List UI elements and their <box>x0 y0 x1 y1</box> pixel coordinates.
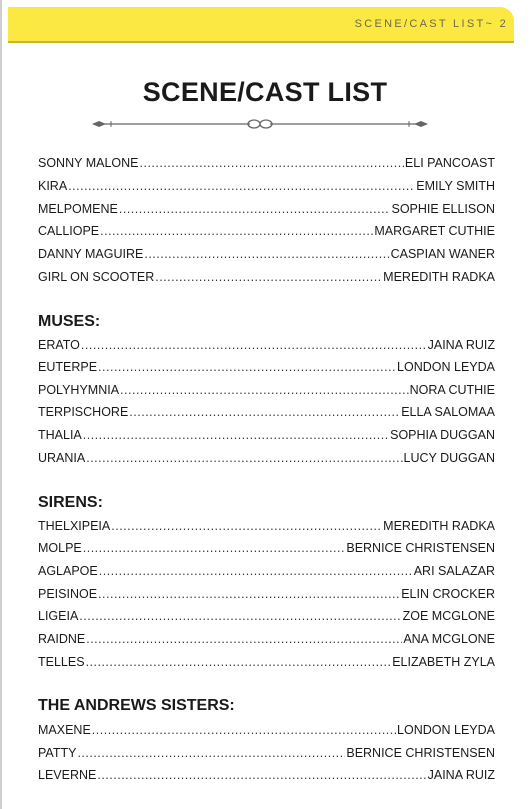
role-name: MOLPE <box>38 541 82 555</box>
dot-leader <box>98 587 400 601</box>
cast-row <box>38 156 495 174</box>
dot-leader <box>83 428 389 442</box>
role-name: MELPOMENE <box>38 202 118 216</box>
running-head: SCENE/CAST LIST~ 2 <box>354 18 508 30</box>
dot-leader <box>92 723 396 737</box>
role-name: TELLES <box>38 655 85 669</box>
actor-name: ARI SALAZAR <box>413 564 495 578</box>
cast-row <box>38 632 495 650</box>
role-name: URANIA <box>38 451 86 465</box>
actor-name: ELIZABETH ZYLA <box>392 655 495 669</box>
actor-name: BERNICE CHRISTENSEN <box>346 746 495 760</box>
ornamental-divider <box>90 116 430 132</box>
dot-leader <box>129 405 400 419</box>
cast-row <box>38 202 495 220</box>
actor-name: ELIN CROCKER <box>401 587 495 601</box>
dot-leader <box>98 360 396 374</box>
cast-row <box>38 338 495 356</box>
actor-name: LONDON LEYDA <box>397 360 495 374</box>
dot-leader <box>99 564 413 578</box>
dot-leader <box>97 768 426 782</box>
cast-row <box>38 451 495 469</box>
dot-leader <box>100 224 373 238</box>
cast-row <box>38 541 495 559</box>
dot-leader <box>86 655 392 669</box>
role-name: LEVERNE <box>38 768 97 782</box>
role-name: AGLAPOE <box>38 564 98 578</box>
actor-name: ANA MCGLONE <box>403 632 495 646</box>
role-name: ERATO <box>38 338 80 352</box>
dot-leader <box>77 746 345 760</box>
role-name: MAXENE <box>38 723 91 737</box>
role-name: LIGEIA <box>38 609 79 623</box>
cast-row <box>38 360 495 378</box>
cast-row <box>38 247 495 265</box>
role-name: TERPISCHORE <box>38 405 129 419</box>
actor-name: JAINA RUIZ <box>427 768 495 782</box>
cast-row <box>38 428 495 446</box>
dot-leader <box>86 451 402 465</box>
section-heading-andrews-sisters: THE ANDREWS SISTERS: <box>38 697 235 714</box>
actor-name: NORA CUTHIE <box>409 383 495 397</box>
actor-name: MARGARET CUTHIE <box>374 224 495 238</box>
actor-name: LUCY DUGGAN <box>403 451 495 465</box>
page-edge-rule <box>0 0 2 809</box>
dot-leader <box>155 270 382 284</box>
dot-leader <box>119 202 391 216</box>
actor-name: BERNICE CHRISTENSEN <box>346 541 495 555</box>
actor-name: CASPIAN WANER <box>390 247 495 261</box>
actor-name: SOPHIA DUGGAN <box>390 428 495 442</box>
cast-row <box>38 746 495 764</box>
dot-leader <box>68 179 415 193</box>
cast-row <box>38 768 495 786</box>
role-name: GIRL ON SCOOTER <box>38 270 155 284</box>
actor-name: JAINA RUIZ <box>427 338 495 352</box>
dot-leader <box>111 519 382 533</box>
role-name: KIRA <box>38 179 68 193</box>
cast-row <box>38 179 495 197</box>
section-heading-muses: MUSES: <box>38 313 101 330</box>
cast-row <box>38 405 495 423</box>
actor-name: ELLA SALOMAA <box>401 405 495 419</box>
role-name: THALIA <box>38 428 82 442</box>
dot-leader <box>144 247 389 261</box>
role-name: EUTERPE <box>38 360 98 374</box>
actor-name: ELI PANCOAST <box>404 156 495 170</box>
cast-row <box>38 723 495 741</box>
section-heading-sirens: SIRENS: <box>38 494 103 511</box>
actor-name: MEREDITH RADKA <box>383 519 495 533</box>
actor-name: SOPHIE ELLISON <box>391 202 495 216</box>
role-name: DANNY MAGUIRE <box>38 247 144 261</box>
role-name: SONNY MALONE <box>38 156 139 170</box>
role-name: CALLIOPE <box>38 224 100 238</box>
cast-row <box>38 587 495 605</box>
actor-name: ZOE MCGLONE <box>402 609 495 623</box>
dot-leader <box>79 609 401 623</box>
cast-row <box>38 270 495 288</box>
dot-leader <box>83 541 346 555</box>
cast-row <box>38 224 495 242</box>
actor-name: EMILY SMITH <box>416 179 495 193</box>
actor-name: MEREDITH RADKA <box>383 270 495 284</box>
cast-row <box>38 655 495 673</box>
role-name: PEISINOE <box>38 587 98 601</box>
role-name: POLYHYMNIA <box>38 383 120 397</box>
role-name: THELXIPEIA <box>38 519 111 533</box>
cast-row <box>38 519 495 537</box>
running-header-band <box>8 7 514 43</box>
role-name: PATTY <box>38 746 77 760</box>
dot-leader <box>120 383 409 397</box>
cast-row <box>38 564 495 582</box>
role-name: RAIDNE <box>38 632 86 646</box>
actor-name: LONDON LEYDA <box>397 723 495 737</box>
dot-leader <box>140 156 404 170</box>
dot-leader <box>86 632 402 646</box>
dot-leader <box>81 338 427 352</box>
cast-row <box>38 383 495 401</box>
page-title: SCENE/CAST LIST <box>142 77 388 107</box>
cast-row <box>38 609 495 627</box>
